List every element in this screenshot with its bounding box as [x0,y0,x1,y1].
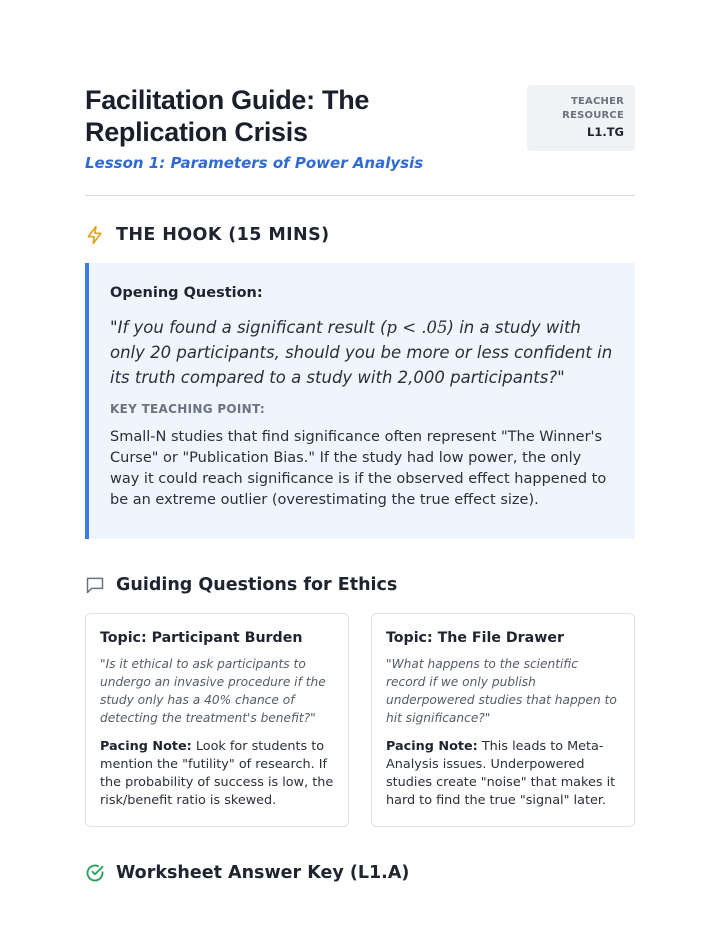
hook-callout [85,263,635,539]
lesson-subtitle: Lesson 1: Parameters of Power Analysis [85,154,424,172]
pacing-text: Look for students to mention the "futility" of research. If the probability of success is low, the risk/benefit ratio is skewed. [100,739,334,808]
answer-key-heading-label: Worksheet Answer Key (L1.A) [116,863,410,883]
card-pacing-note [386,738,620,810]
ethics-card-file-drawer [371,613,635,827]
lightning-icon [85,225,105,245]
key-teaching-point-text: Small-N studies that find significance often represent "The Winner's Curse" or "Publication Bias." If the study had low power, the only way it could reach significance is if the observed effect happened to be an extreme outlier (overestimating the true effect size). [110,429,607,508]
pacing-text: This leads to Meta-Analysis issues. Underpowered studies create "noise" that makes it hard to find the true "signal" later. [386,739,616,808]
chat-bubble-icon [85,575,105,595]
title-line-1: Facilitation Guide: The [85,85,370,115]
quote-before: "If you found a significant result ( [110,318,387,337]
check-circle-icon [85,863,105,883]
ethics-card-participant-burden [85,613,349,827]
document-header [85,84,635,196]
badge-code: L1.TG [587,125,624,139]
resource-badge [527,85,635,151]
card-question: "What happens to the scientific record if we only publish underpowered studies that happen to hit significance?" [386,657,617,725]
badge-line-2: RESOURCE [562,110,624,121]
quote-math: p < .05 [386,318,448,337]
ethics-heading [85,575,635,595]
ethics-heading-label: Guiding Questions for Ethics [116,575,398,595]
hook-heading [85,225,635,245]
card-topic: Topic: Participant Burden [100,630,303,646]
opening-question-text [110,315,613,390]
ethics-cards [85,613,635,827]
pacing-label: Pacing Note: [100,739,192,754]
badge-line-1: TEACHER [570,96,624,107]
key-teaching-point-label: KEY TEACHING POINT: [110,402,265,416]
opening-question-label: Opening Question: [110,285,263,301]
pacing-label: Pacing Note: [386,739,478,754]
quote-after: ) in a study with only 20 participants, should you be more or less confident in its truth compared to a study with 2,000 participants?" [110,318,613,387]
hook-heading-label: THE HOOK (15 MINS) [116,225,330,245]
answer-key-heading [85,863,635,883]
card-topic: Topic: The File Drawer [386,630,564,646]
card-pacing-note [100,738,334,810]
card-question: "Is it ethical to ask participants to undergo an invasive procedure if the study only has a 40% chance of detecting the treatment's benefit?" [100,657,326,725]
title-line-2: Replication Crisis [85,117,308,147]
